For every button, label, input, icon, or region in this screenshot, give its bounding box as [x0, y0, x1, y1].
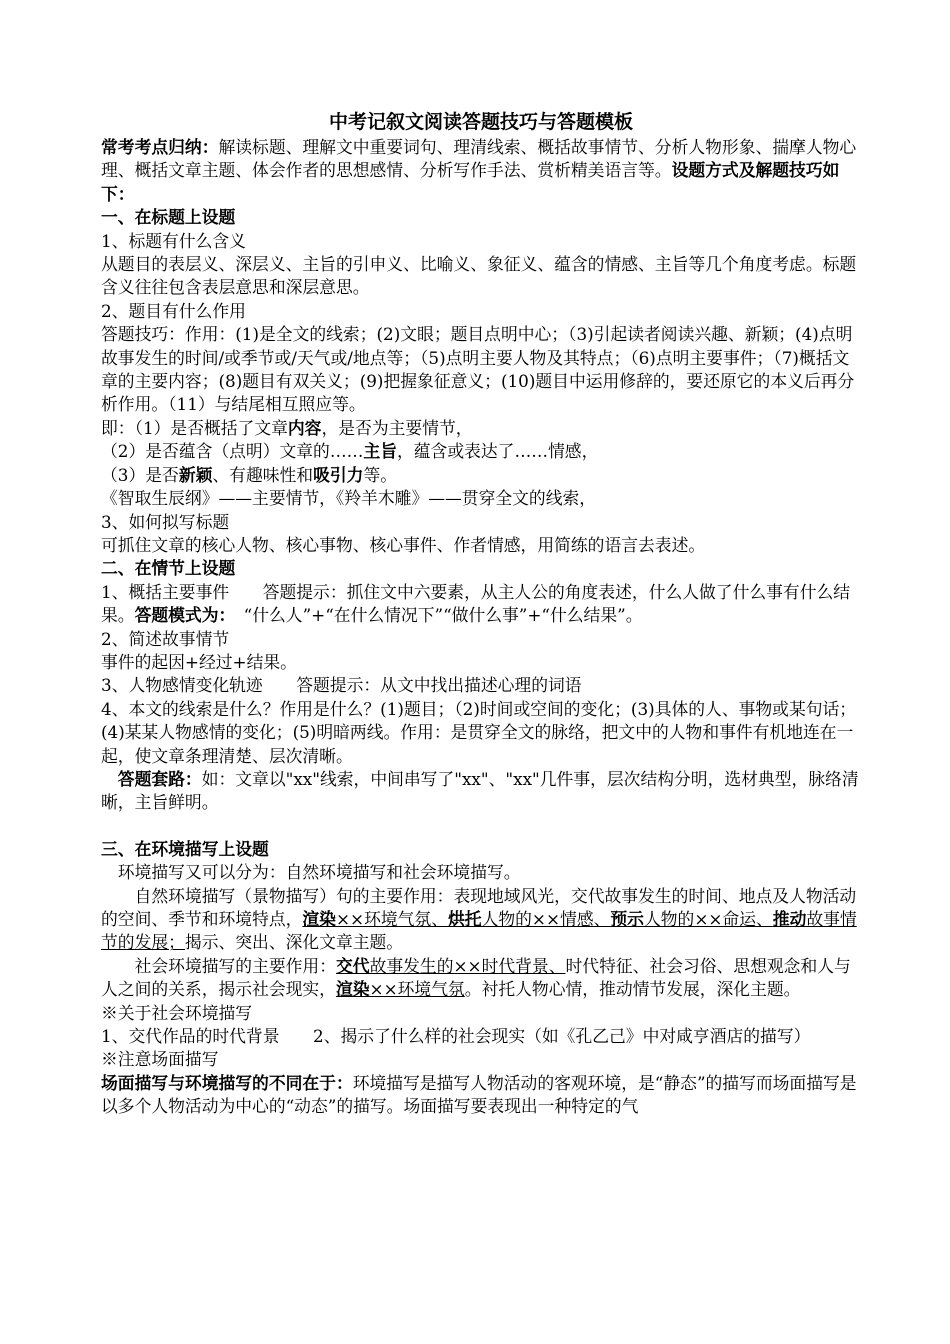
s3-p3-a: 社会环境描写的主要作用： [134, 955, 336, 976]
s3-p2-f: 预示 [610, 909, 644, 929]
section-2-heading: 二、在情节上设题 [101, 558, 236, 579]
s3-p1: 环境描写又可以分为：自然环境描写和社会环境描写。 [117, 862, 521, 883]
ji1-c: ，是否为主要情节， [321, 417, 473, 438]
s1-example: 《智取生辰纲》——主要情节，《羚羊木雕》——贯穿全文的线索， [101, 488, 597, 509]
ji3-c: 、有趣味性和 [212, 464, 314, 485]
s3-p2-b: 渲染 [302, 909, 336, 929]
ji3-e: 等。 [363, 464, 398, 485]
s3-last-text: 环境描写是描写人物活动的客观环境，是“静态”的描写而场面描写是以多个人物活动为中心的“动态”的描写。场面描写要表现出一种特定的气 [101, 1072, 857, 1117]
s2-q2: 2、简述故事情节 [101, 628, 230, 649]
s1-q2: 2、题目有什么作用 [101, 300, 246, 321]
s2-template-text: 如：文章以"xx"线索，中间串写了"xx"、"xx"几件事，层次结构分明，选材典型，脉络清晰，主旨鲜明。 [101, 768, 859, 813]
s2-template [101, 768, 861, 815]
intro-tail: 设题方式及解题技巧如下： [101, 160, 840, 204]
s3-p3 [101, 955, 861, 1002]
s3-p2-c: ××环境气氛、 [335, 909, 448, 929]
s3-note2: ※注意场面描写 [101, 1049, 219, 1070]
s2-q1-a: 1、概括主要事件 答题提示：抓住文中六要素，从主人公的角度表述，什么人做了什么事有什么结果。 [101, 581, 851, 626]
s1-q1-text: 从题目的表层义、深层义、主旨的引申义、比喻义、象征义、蕴含的情感、主旨等几个角度考虑。标题含义往往包含表层意思和深层意思。 [101, 254, 857, 298]
s2-q3: 3、人物感情变化轨迹 答题提示：从文中找出描述心理的词语 [101, 675, 582, 696]
s2-q1 [101, 581, 861, 628]
s3-note1-text: 1、交代作品的时代背景 2、揭示了什么样的社会现实（如《孔乙己》中对咸亨酒店的描写） [101, 1026, 811, 1047]
s3-p3-d: 时代特征、社会习俗、思想观念和人与人之间的关系，揭示社会现实， [101, 955, 851, 1000]
blank-line [101, 815, 861, 838]
ji2-b: 主旨 [363, 441, 397, 462]
s2-template-label: 答题套路： [117, 768, 202, 789]
s1-q1: 1、标题有什么含义 [101, 230, 246, 251]
s3-p3-g: 。衬托人物心情，推动情节发展，深化主题。 [464, 979, 801, 1000]
ji3-b: 新颖 [178, 464, 213, 485]
s3-p2-e: 人物的××情感、 [481, 909, 611, 929]
s3-p2-a: 自然环境描写（景物描写）句的主要作用：表现地域风光，交代故事发生的时间、地点及人物活动的空间、季节和环境特点， [101, 885, 857, 929]
s1-q2-text: 答题技巧：作用：(1)是全文的线索；(2)文眼；题目点明中心；（3)引起读者阅读兴趣、新颖；(4)点明故事发生的时间/或季节或/天气或/地点等；（5)点明主要人物及其特点；（6)点明主要事件；（7)概括文章的主要内容；(8)题目有双关义；(9)把握象征意义；(10)题目中运用修辞的，要还原它的本义后再分析作用。（11）与结尾相互照应等。 [101, 324, 855, 415]
s3-note1: ※关于社会环境描写 [101, 1002, 253, 1023]
ji1-b: 内容 [287, 417, 322, 438]
s3-p2-d: 烘托 [448, 909, 482, 929]
s3-p2 [101, 885, 861, 955]
s3-p3-f: ××环境气氛 [369, 979, 465, 1000]
ji3-d: 吸引力 [313, 464, 364, 485]
page-title: 中考记叙文阅读答题技巧与答题模板 [328, 111, 633, 133]
s2-q2-text: 事件的起因+经过+结果。 [101, 651, 297, 672]
s3-p2-i: 故事情节的发展； [101, 909, 857, 953]
ji2-a: （2）是否蕴含（点明）文章的…… [101, 441, 364, 462]
s3-last [101, 1072, 861, 1119]
section-3-heading: 三、在环境描写上设题 [101, 838, 269, 859]
section-1-heading: 一、在标题上设题 [101, 207, 236, 228]
s1-q3-text: 可抓住文章的核心人物、核心事物、核心事件、作者情感，用简练的语言去表述。 [101, 534, 706, 555]
document-body [101, 108, 861, 1119]
ji1-a: 即：（1）是否概括了文章 [101, 417, 288, 438]
s1-ji-3 [101, 464, 861, 487]
s1-ji-1 [101, 417, 861, 440]
s3-p2-h: 推动 [772, 909, 807, 929]
s3-p3-c: 故事发生的××时代背景、 [369, 955, 566, 976]
s1-q3: 3、如何拟写标题 [101, 511, 230, 532]
s2-q1-b: 答题模式为： [134, 605, 227, 626]
intro-label: 常考考点归纳： [101, 137, 219, 157]
s1-ji-2 [101, 440, 861, 463]
s3-last-label: 场面描写与环境描写的不同在于： [101, 1072, 353, 1093]
s3-p3-e: 渲染 [335, 979, 370, 1000]
s3-p2-g: 人物的××命运、 [643, 909, 773, 929]
intro-paragraph [101, 136, 861, 206]
s3-p2-j: 揭示、突出、深化文章主题。 [184, 932, 404, 953]
s2-q1-c: “什么人”+“在什么情况下”“做什么事”+“什么结果”。 [226, 605, 643, 626]
ji2-c: ，蕴含或表达了……情感， [396, 441, 599, 462]
intro-text: 解读标题、理解文中重要词句、理清线索、概括故事情节、分析人物形象、揣摩人物心理、概括文章主题、体会作者的思想感情、分析写作手法、赏析精美语言等。 [101, 137, 857, 181]
s3-p3-b: 交代 [335, 955, 370, 976]
s2-q4: 4、本文的线索是什么？作用是什么？(1)题目；（2)时间或空间的变化；(3)具体的人、事物或某句话；(4)某某人物感情的变化；(5)明暗两线。作用：是贯穿全文的脉络，把文中的人物和事件有机地连在一起，使文章条理清楚、层次清晰。 [101, 698, 857, 766]
ji3-a: （3）是否 [101, 464, 179, 485]
